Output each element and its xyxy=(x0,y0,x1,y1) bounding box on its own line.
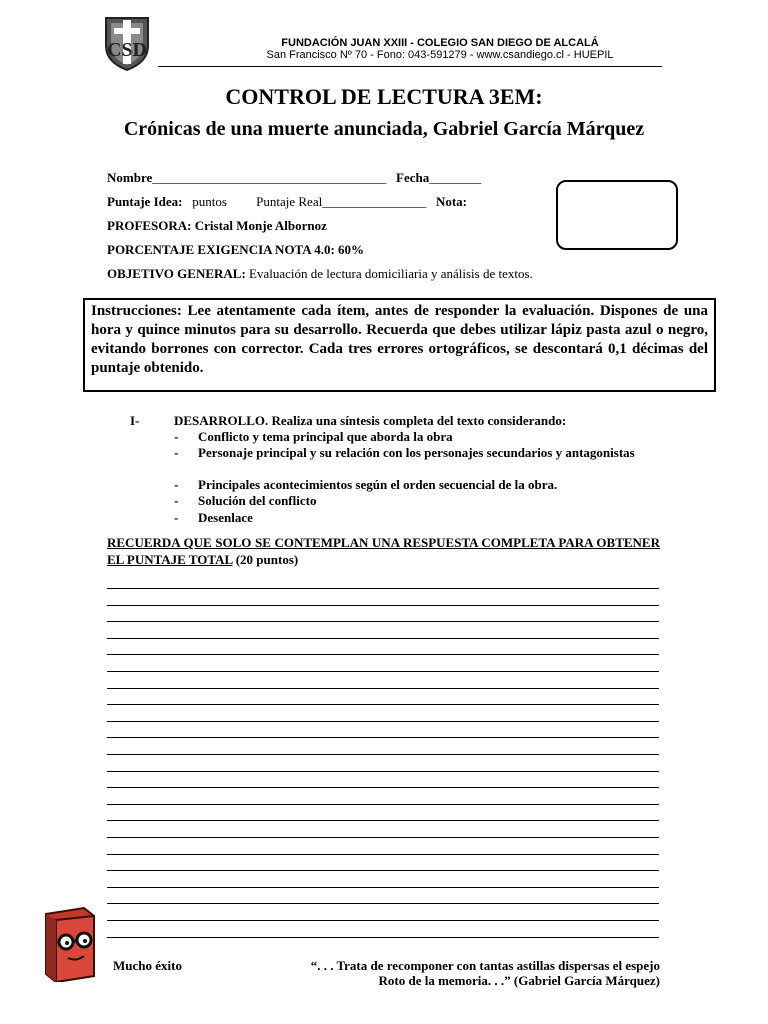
book-with-glasses-icon xyxy=(40,906,100,982)
answer-line[interactable] xyxy=(107,671,659,672)
objetivo-label: OBJETIVO GENERAL: xyxy=(107,266,246,281)
list-item xyxy=(174,477,557,493)
puntaje-ideal-value: puntos xyxy=(192,194,227,209)
fecha-label: Fecha xyxy=(396,170,430,185)
bullet: - xyxy=(174,445,179,460)
answer-line[interactable] xyxy=(107,588,659,589)
bullet: - xyxy=(174,429,179,444)
puntaje-real-label: Puntaje Real xyxy=(256,194,323,209)
teacher-row xyxy=(107,218,327,234)
answer-line[interactable] xyxy=(107,854,659,855)
answer-line[interactable] xyxy=(107,688,659,689)
answer-line[interactable] xyxy=(107,787,659,788)
puntaje-ideal-label: Puntaje Idea: xyxy=(107,194,183,209)
bullet: - xyxy=(174,477,179,492)
answer-line[interactable] xyxy=(107,654,659,655)
score-row xyxy=(107,194,467,210)
list-item-text: Conflicto y tema principal que aborda la obra xyxy=(198,429,453,444)
quote-line-1: “. . . Trata de recomponer con tantas astillas dispersas el espejo xyxy=(310,958,660,973)
objective-row xyxy=(107,266,533,282)
reminder-underlined: RECUERDA QUE SOLO SE CONTEMPLAN UNA RESPUESTA COMPLETA PARA OBTENER EL PUNTAJE TOTAL xyxy=(107,535,660,567)
answer-line[interactable] xyxy=(107,737,659,738)
answer-line[interactable] xyxy=(107,903,659,904)
logo-letters: CSD xyxy=(106,39,148,61)
school-name: FUNDACIÓN JUAN XXIII - COLEGIO SAN DIEGO DE ALCALÁ xyxy=(281,37,599,49)
reminder-points: (20 puntos) xyxy=(235,552,299,567)
school-contact: San Francisco Nº 70 - Fono: 043-591279 - www.csandiego.cl - HUEPIL xyxy=(266,49,614,61)
list-item xyxy=(174,429,453,445)
list-item xyxy=(174,493,316,509)
fecha-field[interactable]: ________ xyxy=(429,170,482,185)
header-divider xyxy=(158,66,662,67)
objetivo-value: Evaluación de lectura domiciliaria y análisis de textos. xyxy=(249,266,533,281)
profesora-value: Cristal Monje Albornoz xyxy=(194,218,327,233)
page-title: CONTROL DE LECTURA 3EM: xyxy=(225,84,543,109)
answer-line[interactable] xyxy=(107,605,659,606)
answer-line[interactable] xyxy=(107,771,659,772)
list-item xyxy=(174,445,660,461)
list-item-text: Principales acontecimientos según el orden secuencial de la obra. xyxy=(198,477,558,492)
section-number: I- xyxy=(130,413,140,428)
bullet: - xyxy=(174,510,179,525)
quote-line-2: Roto de la memoria. . .” (Gabriel García Márquez) xyxy=(378,973,660,988)
answer-line[interactable] xyxy=(107,804,659,805)
list-item xyxy=(174,510,253,526)
list-item-text: Desenlace xyxy=(198,510,253,525)
name-row xyxy=(107,170,481,186)
page-subtitle: Crónicas de una muerte anunciada, Gabriel García Márquez xyxy=(123,118,645,140)
answer-line[interactable] xyxy=(107,820,659,821)
reminder-text xyxy=(107,534,660,568)
answer-line[interactable] xyxy=(107,870,659,871)
nombre-field[interactable]: ____________________________________ xyxy=(152,170,387,185)
list-item-text: Personaje principal y su relación con los personajes secundarios y antagonistas xyxy=(198,445,635,460)
grade-box[interactable] xyxy=(556,180,678,250)
answer-line[interactable] xyxy=(107,721,659,722)
good-luck-text: Mucho éxito xyxy=(113,958,182,973)
profesora-label: PROFESORA: xyxy=(107,218,192,233)
puntaje-real-field[interactable]: ________________ xyxy=(322,194,427,209)
answer-line[interactable] xyxy=(107,920,659,921)
answer-line[interactable] xyxy=(107,937,659,938)
list-item-text: Solución del conflicto xyxy=(198,493,317,508)
answer-line[interactable] xyxy=(107,638,659,639)
percentage-row: PORCENTAJE EXIGENCIA NOTA 4.0: 60% xyxy=(107,242,365,257)
section-heading: DESARROLLO. Realiza una síntesis completa del texto considerando: xyxy=(174,413,567,428)
answer-line[interactable] xyxy=(107,837,659,838)
school-logo xyxy=(104,16,150,72)
instructions-box: Instrucciones: Lee atentamente cada ítem, antes de responder la evaluación. Dispones de una hora y quince minutos para su desarrollo. Recuerda que debes utilizar lápiz pasta azul o negro, evitando borrones con corrector. Cada tres errores ortográficos, se descontará 0,1 décimas del puntaje obtenido. xyxy=(83,298,716,392)
nota-label: Nota: xyxy=(435,194,468,209)
nombre-label: Nombre xyxy=(107,170,153,185)
answer-line[interactable] xyxy=(107,621,659,622)
answer-line[interactable] xyxy=(107,887,659,888)
bullet: - xyxy=(174,493,179,508)
answer-line[interactable] xyxy=(107,704,659,705)
answer-line[interactable] xyxy=(107,754,659,755)
